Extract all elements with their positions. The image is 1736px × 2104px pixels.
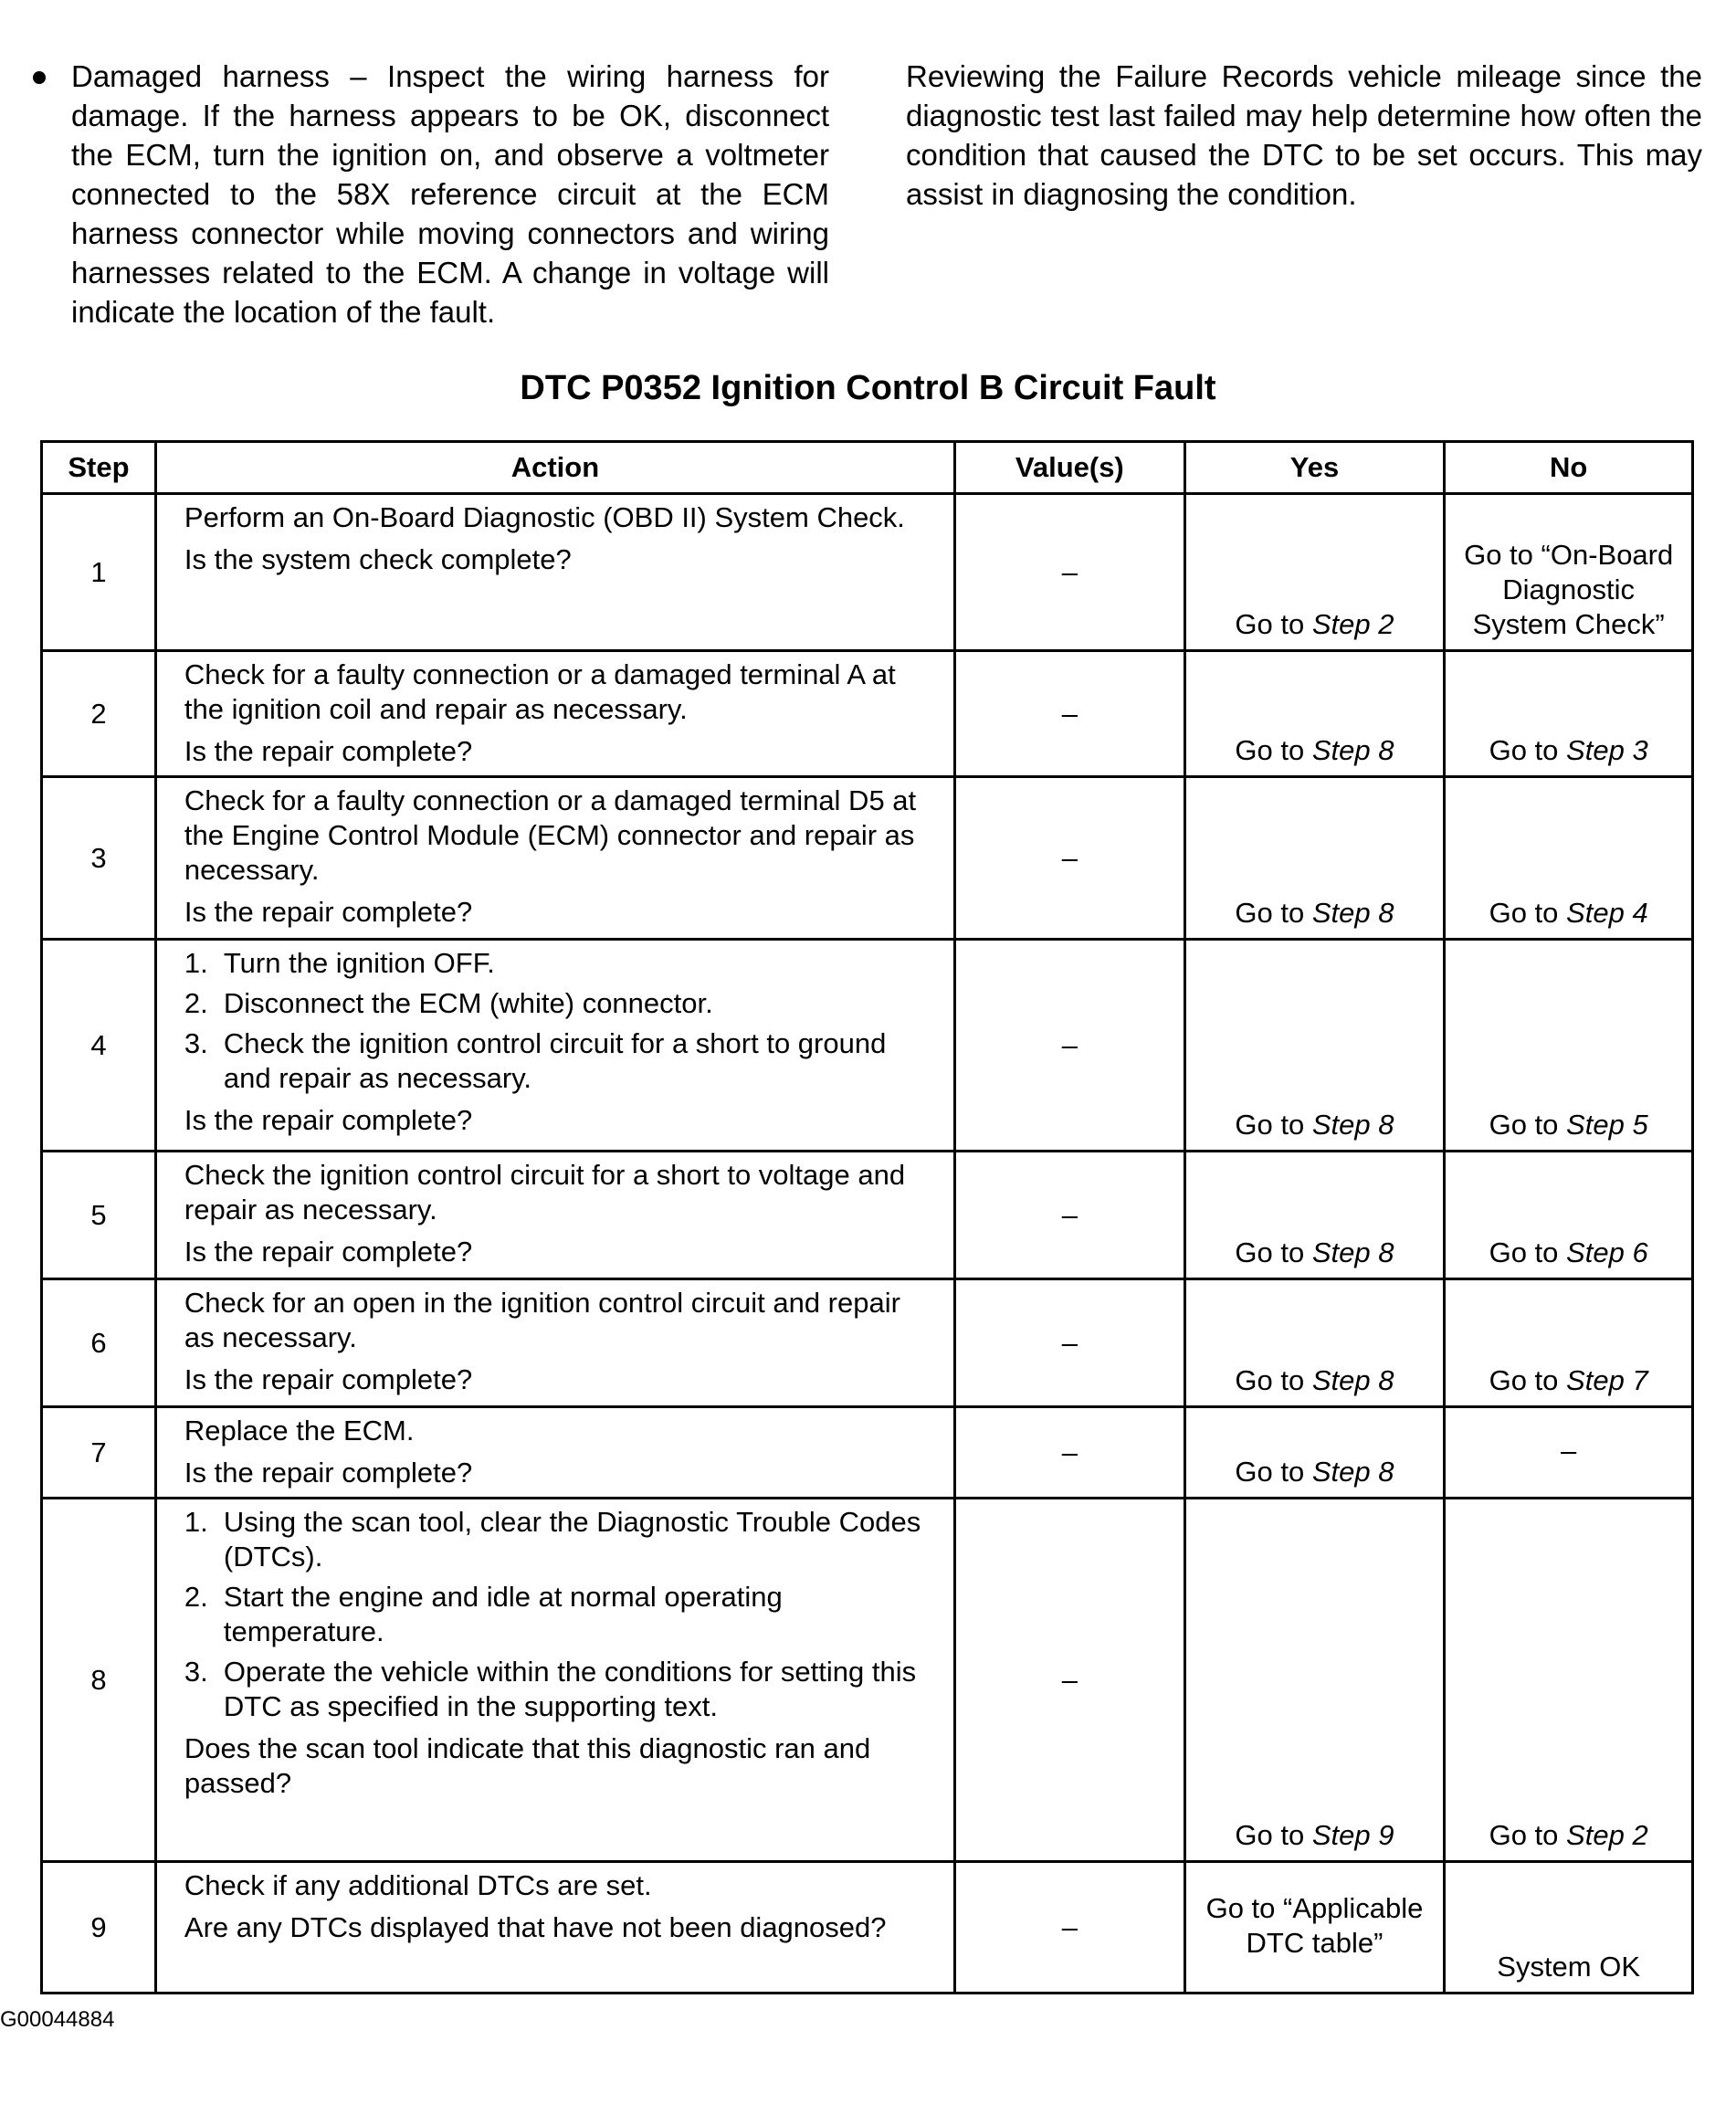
step-number: 2 [42, 651, 156, 777]
item-number: 1. [184, 947, 208, 979]
step-word: Step [1311, 1364, 1371, 1396]
goto-text: Go to [1235, 1364, 1305, 1396]
action-question: Is the repair complete? [184, 735, 473, 767]
target-step: 9 [1378, 1819, 1394, 1851]
no-cell [1445, 1407, 1693, 1499]
yes-cell [1184, 1152, 1445, 1279]
no-cell [1445, 1279, 1693, 1407]
target-step: 4 [1632, 897, 1648, 929]
value-cell: – [955, 1862, 1185, 1994]
target-step: 8 [1378, 1456, 1394, 1488]
no-text: – [1561, 1434, 1577, 1467]
goto-text: Go to [1235, 1819, 1305, 1851]
step-word: Step [1311, 608, 1371, 640]
no-cell [1445, 940, 1693, 1152]
item-text: Check the ignition control circuit for a short to ground and repair as necessary. [223, 1027, 887, 1094]
step-word: Step [1311, 1236, 1371, 1268]
no-text: System OK [1497, 1951, 1641, 1983]
step-word: Step [1311, 1819, 1371, 1851]
yes-cell [1184, 1279, 1445, 1407]
action-question: Is the repair complete? [184, 1363, 473, 1395]
step-word: Step [1566, 897, 1625, 929]
action-text: Check for an open in the ignition control circuit and repair as necessary. [184, 1287, 900, 1353]
action-text: Check the ignition control circuit for a short to voltage and repair as necessary. [184, 1159, 906, 1226]
header-values: Value(s) [955, 442, 1185, 494]
yes-cell [1184, 1862, 1445, 1994]
target-step: 8 [1378, 1109, 1394, 1141]
step-number: 7 [42, 1407, 156, 1499]
action-cell [155, 940, 954, 1152]
step-number: 1 [42, 494, 156, 651]
target-step: 8 [1378, 897, 1394, 929]
target-step: 8 [1378, 734, 1394, 766]
action-question: Is the repair complete? [184, 1236, 473, 1268]
no-cell [1445, 651, 1693, 777]
no-cell [1445, 1862, 1693, 1994]
step-number: 3 [42, 777, 156, 940]
action-list-item [184, 1580, 935, 1649]
goto-text: Go to [1235, 1109, 1305, 1141]
action-text: Check for a faulty connection or a damaged terminal D5 at the Engine Control Module (ECM) connector and repair as necessary. [184, 784, 917, 886]
table-row [42, 940, 1693, 1152]
no-text: Go to “On-Board Diagnostic System Check” [1464, 539, 1674, 640]
target-step: 5 [1632, 1109, 1648, 1141]
action-question: Is the repair complete? [184, 896, 473, 928]
table-row [42, 494, 1693, 651]
action-cell [155, 1499, 954, 1862]
table-row [42, 1407, 1693, 1499]
header-action: Action [155, 442, 954, 494]
target-step: 3 [1632, 734, 1648, 766]
yes-cell [1184, 651, 1445, 777]
yes-cell [1184, 1499, 1445, 1862]
header-yes: Yes [1184, 442, 1445, 494]
value-cell: – [955, 777, 1185, 940]
item-text: Start the engine and idle at normal operating temperature. [223, 1581, 783, 1647]
intro-left-paragraph: Damaged harness – Inspect the wiring harness for damage. If the harness appears to be OK, disconnect the ECM, turn the ignition on, and observe a voltmeter connected to the 58X reference circuit at the ECM harness connector while moving connectors and wiring harnesses related to the ECM. A change in voltage will indicate the location of the fault. [71, 57, 829, 331]
item-text: Using the scan tool, clear the Diagnostic Trouble Codes (DTCs). [223, 1506, 921, 1573]
item-number: 3. [184, 1027, 208, 1059]
table-row [42, 1862, 1693, 1994]
yes-cell [1184, 494, 1445, 651]
action-list-item [184, 1026, 935, 1096]
no-cell [1445, 1499, 1693, 1862]
yes-text: Go to “Applicable DTC table” [1205, 1891, 1424, 1959]
yes-cell [1184, 940, 1445, 1152]
table-row [42, 651, 1693, 777]
action-list-item [184, 986, 935, 1021]
yes-cell [1184, 777, 1445, 940]
step-word: Step [1566, 1819, 1625, 1851]
step-word: Step [1311, 897, 1371, 929]
action-cell [155, 1407, 954, 1499]
action-text: Replace the ECM. [184, 1415, 415, 1446]
item-text: Disconnect the ECM (white) connector. [223, 987, 713, 1019]
table-row [42, 777, 1693, 940]
step-word: Step [1566, 734, 1625, 766]
header-no: No [1445, 442, 1693, 494]
table-header-row [42, 442, 1693, 494]
value-cell: – [955, 494, 1185, 651]
item-number: 2. [184, 1581, 208, 1613]
action-question: Are any DTCs displayed that have not been diagnosed? [184, 1911, 887, 1943]
step-word: Step [1311, 1456, 1371, 1488]
item-text: Turn the ignition OFF. [223, 947, 495, 979]
target-step: 8 [1378, 1236, 1394, 1268]
target-step: 2 [1632, 1819, 1648, 1851]
goto-text: Go to [1235, 1236, 1305, 1268]
no-cell [1445, 494, 1693, 651]
goto-text: Go to [1489, 1109, 1559, 1141]
item-text: Operate the vehicle within the conditions for setting this DTC as specified in the supporting text. [223, 1656, 917, 1722]
item-number: 3. [184, 1656, 208, 1688]
action-list-item [184, 1655, 935, 1724]
goto-text: Go to [1235, 608, 1305, 640]
goto-text: Go to [1489, 1819, 1559, 1851]
diagnostic-table [40, 440, 1694, 1994]
intro-right-paragraph: Reviewing the Failure Records vehicle mileage since the diagnostic test last failed may help determine how often the condition that caused the DTC to be set occurs. This may assist in diagnosing the condition. [906, 59, 1702, 211]
value-cell: – [955, 1279, 1185, 1407]
goto-text: Go to [1489, 897, 1559, 929]
value-cell: – [955, 1152, 1185, 1279]
action-list [184, 946, 935, 1096]
figure-code: G00044884 [0, 2007, 115, 2032]
table-row [42, 1279, 1693, 1407]
value-cell: – [955, 940, 1185, 1152]
action-question: Is the repair complete? [184, 1457, 473, 1489]
step-number: 6 [42, 1279, 156, 1407]
action-cell [155, 651, 954, 777]
goto-text: Go to [1235, 1456, 1305, 1488]
action-cell [155, 1279, 954, 1407]
item-number: 1. [184, 1506, 208, 1538]
action-question: Is the system check complete? [184, 543, 572, 575]
no-cell [1445, 777, 1693, 940]
item-number: 2. [184, 987, 208, 1019]
action-text: Check for a faulty connection or a damaged terminal A at the ignition coil and repair as necessary. [184, 658, 896, 725]
action-list [184, 1505, 935, 1724]
action-cell [155, 494, 954, 651]
target-step: 6 [1632, 1236, 1648, 1268]
action-question: Is the repair complete? [184, 1104, 473, 1136]
step-word: Step [1311, 1109, 1371, 1141]
value-cell: – [955, 651, 1185, 777]
goto-text: Go to [1235, 734, 1305, 766]
action-list-item [184, 1505, 935, 1574]
step-number: 9 [42, 1862, 156, 1994]
action-cell [155, 777, 954, 940]
step-word: Step [1311, 734, 1371, 766]
target-step: 7 [1632, 1364, 1648, 1396]
goto-text: Go to [1235, 897, 1305, 929]
step-word: Step [1566, 1109, 1625, 1141]
table-row [42, 1499, 1693, 1862]
action-cell [155, 1862, 954, 1994]
yes-cell [1184, 1407, 1445, 1499]
value-cell: – [955, 1407, 1185, 1499]
step-word: Step [1566, 1364, 1625, 1396]
table-title: DTC P0352 Ignition Control B Circuit Fault [520, 369, 1216, 407]
step-number: 4 [42, 940, 156, 1152]
action-cell [155, 1152, 954, 1279]
goto-text: Go to [1489, 1236, 1559, 1268]
step-word: Step [1566, 1236, 1625, 1268]
step-number: 5 [42, 1152, 156, 1279]
no-cell [1445, 1152, 1693, 1279]
action-list-item [184, 946, 935, 981]
value-cell: – [955, 1499, 1185, 1862]
target-step: 8 [1378, 1364, 1394, 1396]
goto-text: Go to [1489, 734, 1559, 766]
table-row [42, 1152, 1693, 1279]
header-step: Step [42, 442, 156, 494]
step-number: 8 [42, 1499, 156, 1862]
bullet-icon [33, 71, 46, 84]
goto-text: Go to [1489, 1364, 1559, 1396]
action-text: Perform an On-Board Diagnostic (OBD II) System Check. [184, 501, 905, 533]
action-text: Check if any additional DTCs are set. [184, 1869, 652, 1901]
target-step: 2 [1378, 608, 1394, 640]
action-question: Does the scan tool indicate that this diagnostic ran and passed? [184, 1732, 871, 1799]
